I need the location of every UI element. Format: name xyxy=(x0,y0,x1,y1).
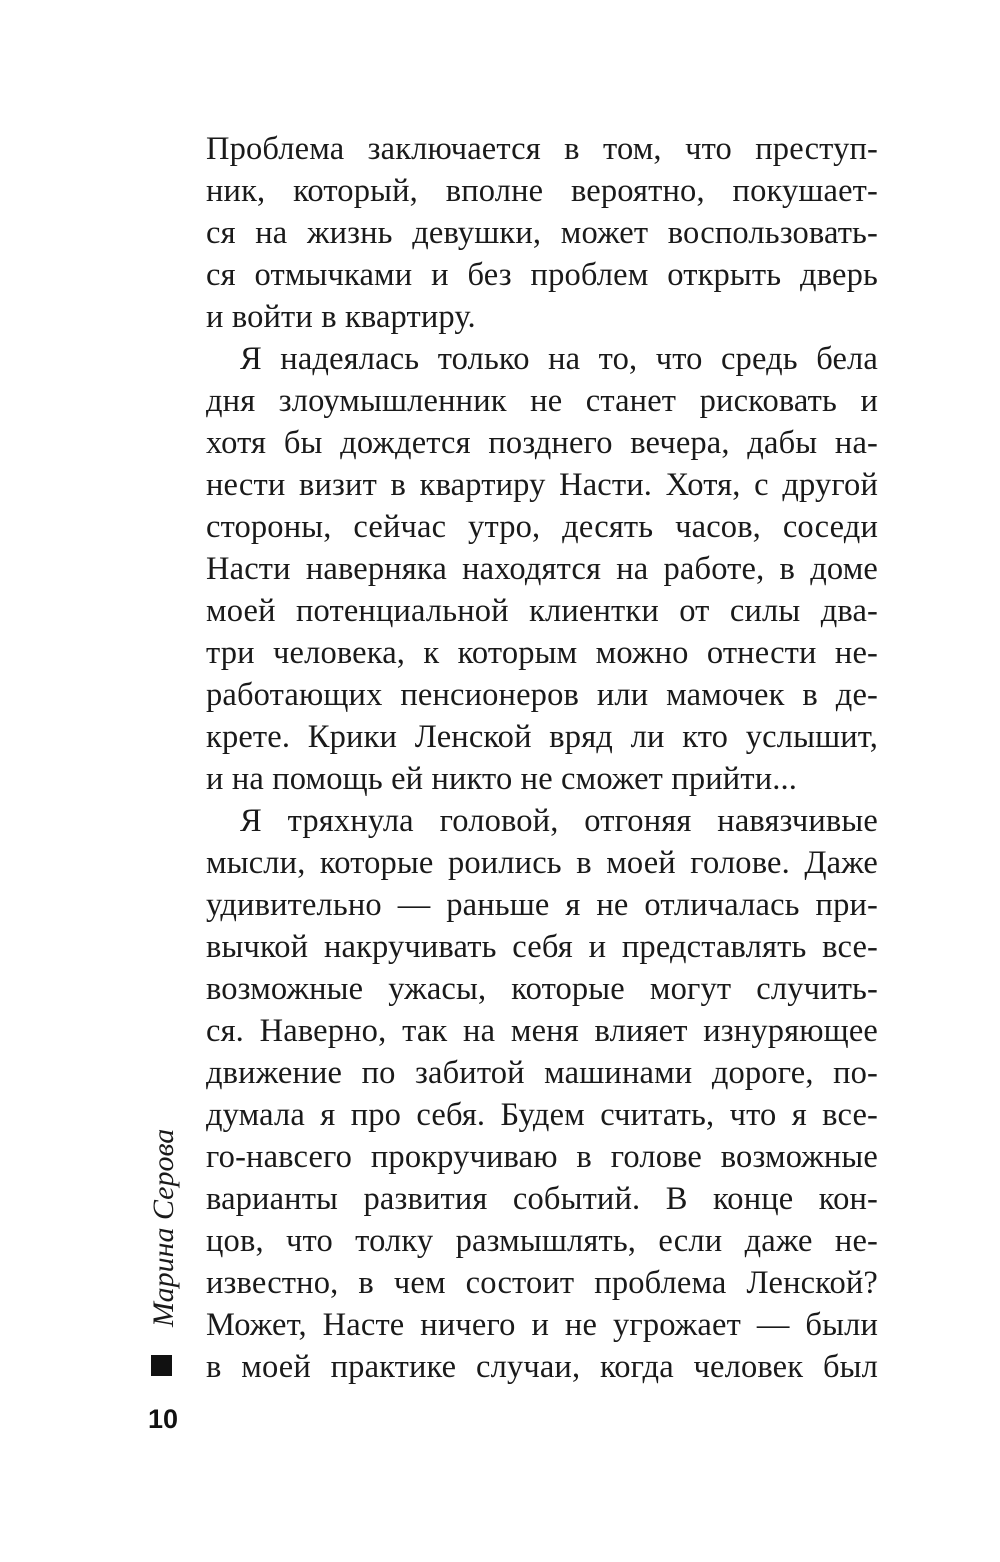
text-line: удивительно — раньше я не отличалась при- xyxy=(206,887,878,923)
text-line: стороны, сейчас утро, десять часов, соседи xyxy=(206,509,878,545)
text-line: работающих пенсионеров или мамочек в де- xyxy=(206,677,878,713)
paragraph-2 xyxy=(206,338,878,800)
paragraph-3 xyxy=(206,800,878,1388)
text-line: ся на жизнь девушки, может воспользовать- xyxy=(206,215,878,251)
text-line: дня злоумышленник не станет рисковать и xyxy=(206,383,878,419)
text-line: ся. Наверно, так на меня влияет изнуряющее xyxy=(206,1013,878,1049)
text-line: нести визит в квартиру Насти. Хотя, с другой xyxy=(206,467,878,503)
text-line: Я тряхнула головой, отгоняя навязчивые xyxy=(240,803,878,839)
text-line: ся отмычками и без проблем открыть дверь xyxy=(206,257,878,293)
text-line: Я надеялась только на то, что средь бела xyxy=(240,341,878,377)
page-number: 10 xyxy=(148,1404,179,1434)
folio-square-mark xyxy=(151,1355,172,1376)
text-line: крете. Крики Ленской вряд ли кто услышит, xyxy=(206,719,878,755)
text-line: известно, в чем состоит проблема Ленской? xyxy=(206,1265,878,1301)
body-text xyxy=(206,128,878,1388)
text-line: вычкой накручивать себя и представлять все- xyxy=(206,929,878,965)
text-line: в моей практике случаи, когда человек был xyxy=(206,1349,878,1385)
text-line: три человека, к которым можно отнести не- xyxy=(206,635,878,671)
text-line: Проблема заключается в том, что преступ- xyxy=(206,131,878,167)
text-line: и войти в квартиру. xyxy=(206,299,476,335)
text-line: движение по забитой машинами дороге, по- xyxy=(206,1055,878,1091)
text-line: возможные ужасы, которые могут случить- xyxy=(206,971,878,1007)
text-line: ник, который, вполне вероятно, покушает- xyxy=(206,173,878,209)
text-line: варианты развития событий. В конце кон- xyxy=(206,1181,878,1217)
text-line: цов, что толку размышлять, если даже не- xyxy=(206,1223,878,1259)
text-line: мысли, которые роились в моей голове. Даже xyxy=(206,845,878,881)
text-line: го-навсего прокручиваю в голове возможные xyxy=(206,1139,878,1175)
text-line: Может, Насте ничего и не угрожает — были xyxy=(206,1307,878,1343)
text-line: думала я про себя. Будем считать, что я все- xyxy=(206,1097,878,1133)
text-line: и на помощь ей никто не сможет прийти... xyxy=(206,761,798,797)
text-line: моей потенциальной клиентки от силы два- xyxy=(206,593,878,629)
text-line: Насти наверняка находятся на работе, в доме xyxy=(206,551,878,587)
paragraph-1 xyxy=(206,128,878,338)
text-line: хотя бы дождется позднего вечера, дабы на- xyxy=(206,425,878,461)
running-head-author: Марина Серова xyxy=(147,1128,180,1327)
